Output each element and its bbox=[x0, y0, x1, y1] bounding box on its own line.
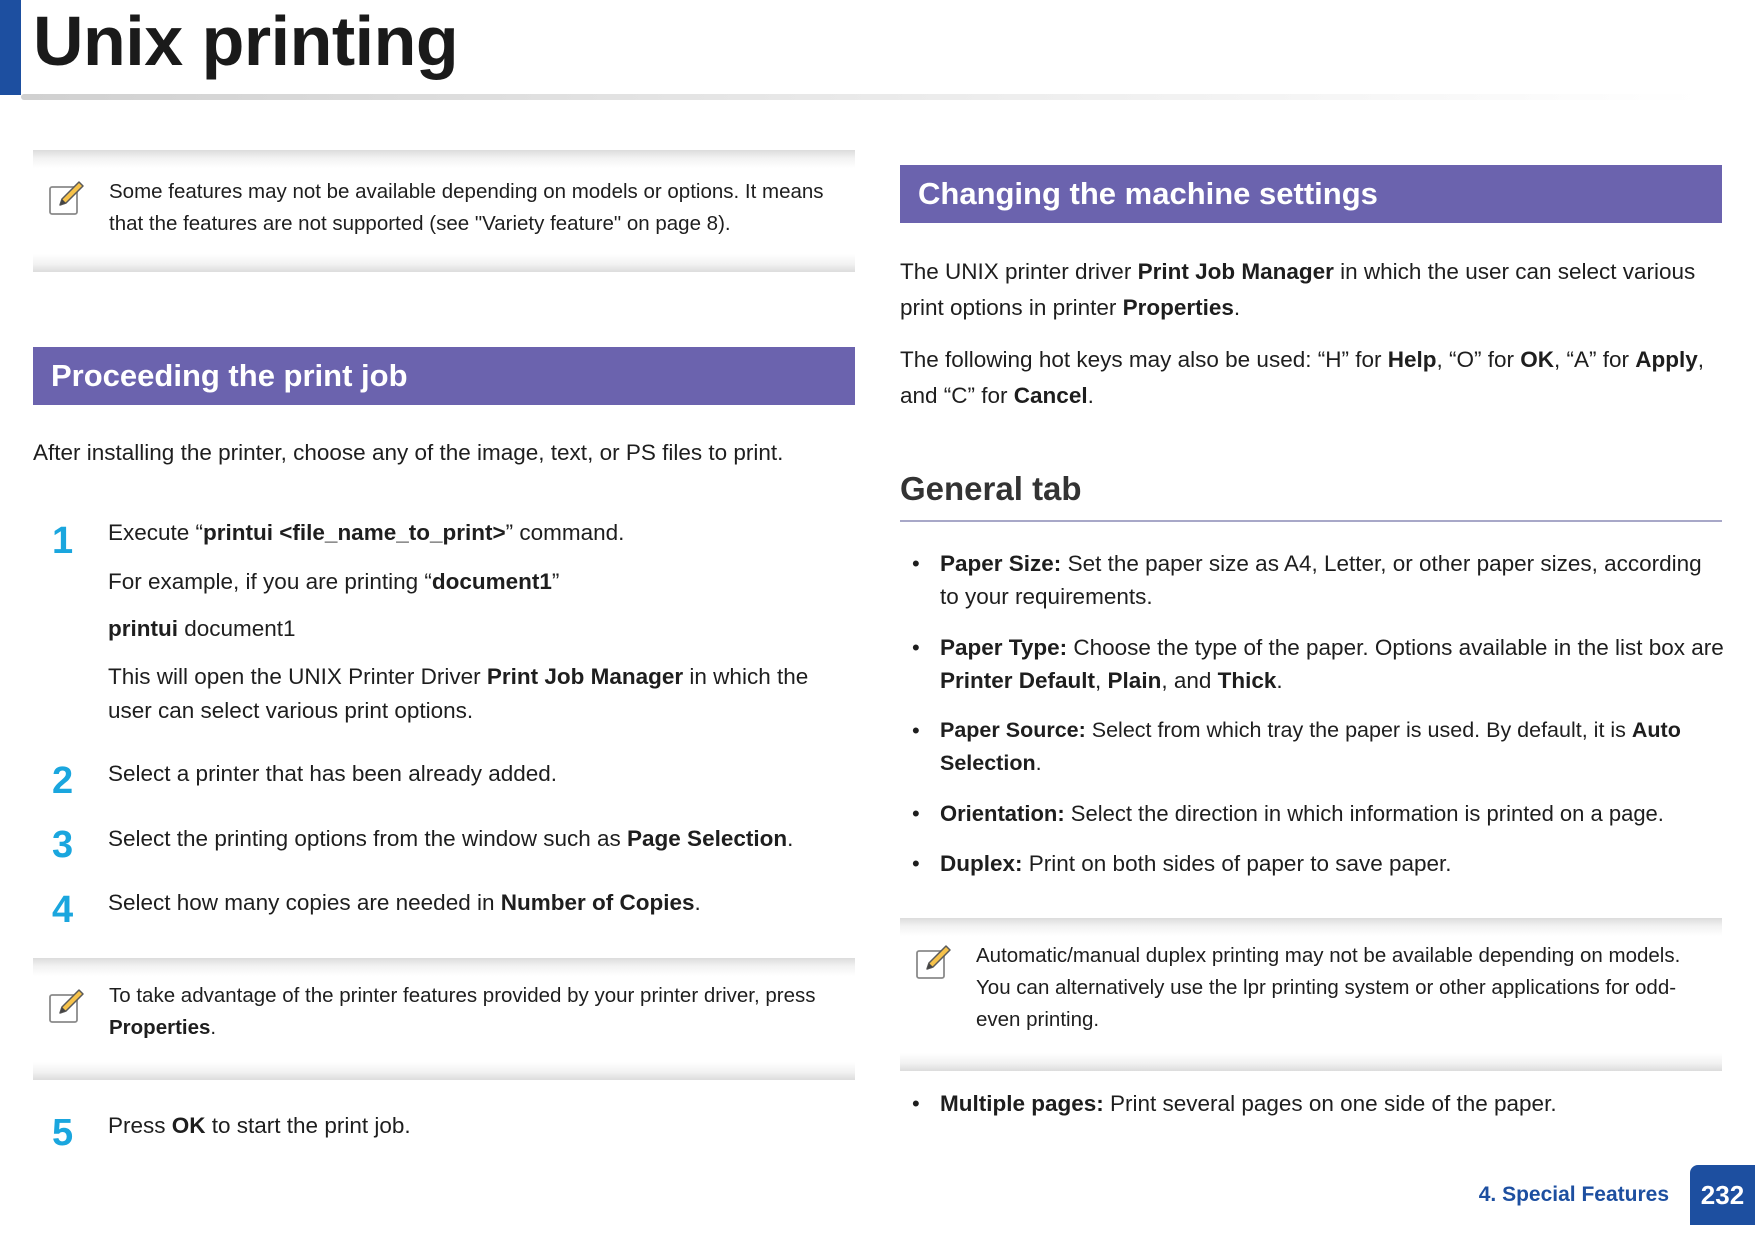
proceeding-intro: After installing the printer, choose any of the image, text, or PS files to print. bbox=[33, 440, 784, 465]
step-2-text: Select a printer that has been already added. bbox=[108, 761, 558, 786]
note-pencil-icon bbox=[47, 178, 87, 218]
bullet-marker: • bbox=[912, 851, 920, 876]
general-tab-heading: General tab bbox=[900, 470, 1082, 507]
section-heading-proceeding: Proceeding the print job bbox=[33, 347, 855, 405]
header-rule bbox=[21, 94, 1701, 100]
bullet-marker: • bbox=[912, 1091, 920, 1116]
step-1-command-line: printui document1 bbox=[108, 616, 296, 641]
note-pencil-icon bbox=[47, 986, 87, 1026]
bullet-marker: • bbox=[912, 718, 920, 743]
general-tab-rule bbox=[900, 520, 1722, 522]
page-title: Unix printing bbox=[33, 2, 459, 80]
step-number-2: 2 bbox=[52, 760, 74, 802]
step-1-open-text: This will open the UNIX Printer Driver Print Job Manager in which the user can select various print options. bbox=[108, 664, 809, 723]
note-pencil-icon bbox=[914, 942, 954, 982]
step-number-1: 1 bbox=[52, 520, 74, 562]
changing-paragraph-1: The UNIX printer driver Print Job Manager in which the user can select various print options in printer Properties. bbox=[900, 259, 1696, 320]
changing-paragraph-2: The following hot keys may also be used: “H” for Help, “O” for OK, “A” for Apply, and “C” for Cancel. bbox=[900, 347, 1705, 408]
bullet-orientation: Orientation: Select the direction in which information is printed on a page. bbox=[940, 801, 1664, 826]
step-number-4: 4 bbox=[52, 889, 74, 931]
note-box-features bbox=[33, 150, 855, 272]
note-text: Some features may not be available depending on models or options. It means that the features are not supported (see "Variety feature" on page 8). bbox=[109, 180, 824, 235]
step-5-text: Press OK to start the print job. bbox=[108, 1113, 411, 1138]
header-accent-bar bbox=[0, 0, 21, 95]
bullet-paper-size: Paper Size: Set the paper size as A4, Letter, or other paper sizes, according to your requirements. bbox=[940, 551, 1702, 609]
bullet-marker: • bbox=[912, 551, 920, 576]
footer-page-number: 232 bbox=[1690, 1165, 1755, 1225]
bullet-duplex: Duplex: Print on both sides of paper to save paper. bbox=[940, 851, 1452, 876]
footer-chapter-label: 4. Special Features bbox=[1478, 1183, 1669, 1206]
note-text: Automatic/manual duplex printing may not be available depending on models. You can alternatively use the lpr printing system or other applications for odd-even printing. bbox=[976, 944, 1681, 1031]
note-box-properties bbox=[33, 958, 855, 1080]
step-number-3: 3 bbox=[52, 824, 74, 866]
step-number-5: 5 bbox=[52, 1112, 74, 1154]
step-1-example: For example, if you are printing “document1” bbox=[108, 569, 560, 594]
section-heading-changing: Changing the machine settings bbox=[900, 165, 1722, 223]
step-3-text: Select the printing options from the window such as Page Selection. bbox=[108, 826, 794, 851]
bullet-paper-type: Paper Type: Choose the type of the paper. Options available in the list box are Printer Default, Plain, and Thick. bbox=[940, 635, 1724, 693]
bullet-paper-source: Paper Source: Select from which tray the paper is used. By default, it is Auto Selection. bbox=[940, 718, 1681, 775]
step-1-command: printui <file_name_to_print> bbox=[203, 520, 506, 545]
bullet-marker: • bbox=[912, 801, 920, 826]
bullet-marker: • bbox=[912, 635, 920, 660]
step-1-text: Execute “printui <file_name_to_print>” command. bbox=[108, 520, 625, 545]
bullet-multiple-pages: Multiple pages: Print several pages on one side of the paper. bbox=[940, 1091, 1557, 1116]
step-4-text: Select how many copies are needed in Number of Copies. bbox=[108, 890, 701, 915]
note-box-duplex bbox=[900, 918, 1722, 1071]
note-text: To take advantage of the printer features provided by your printer driver, press Properties. bbox=[109, 984, 816, 1039]
